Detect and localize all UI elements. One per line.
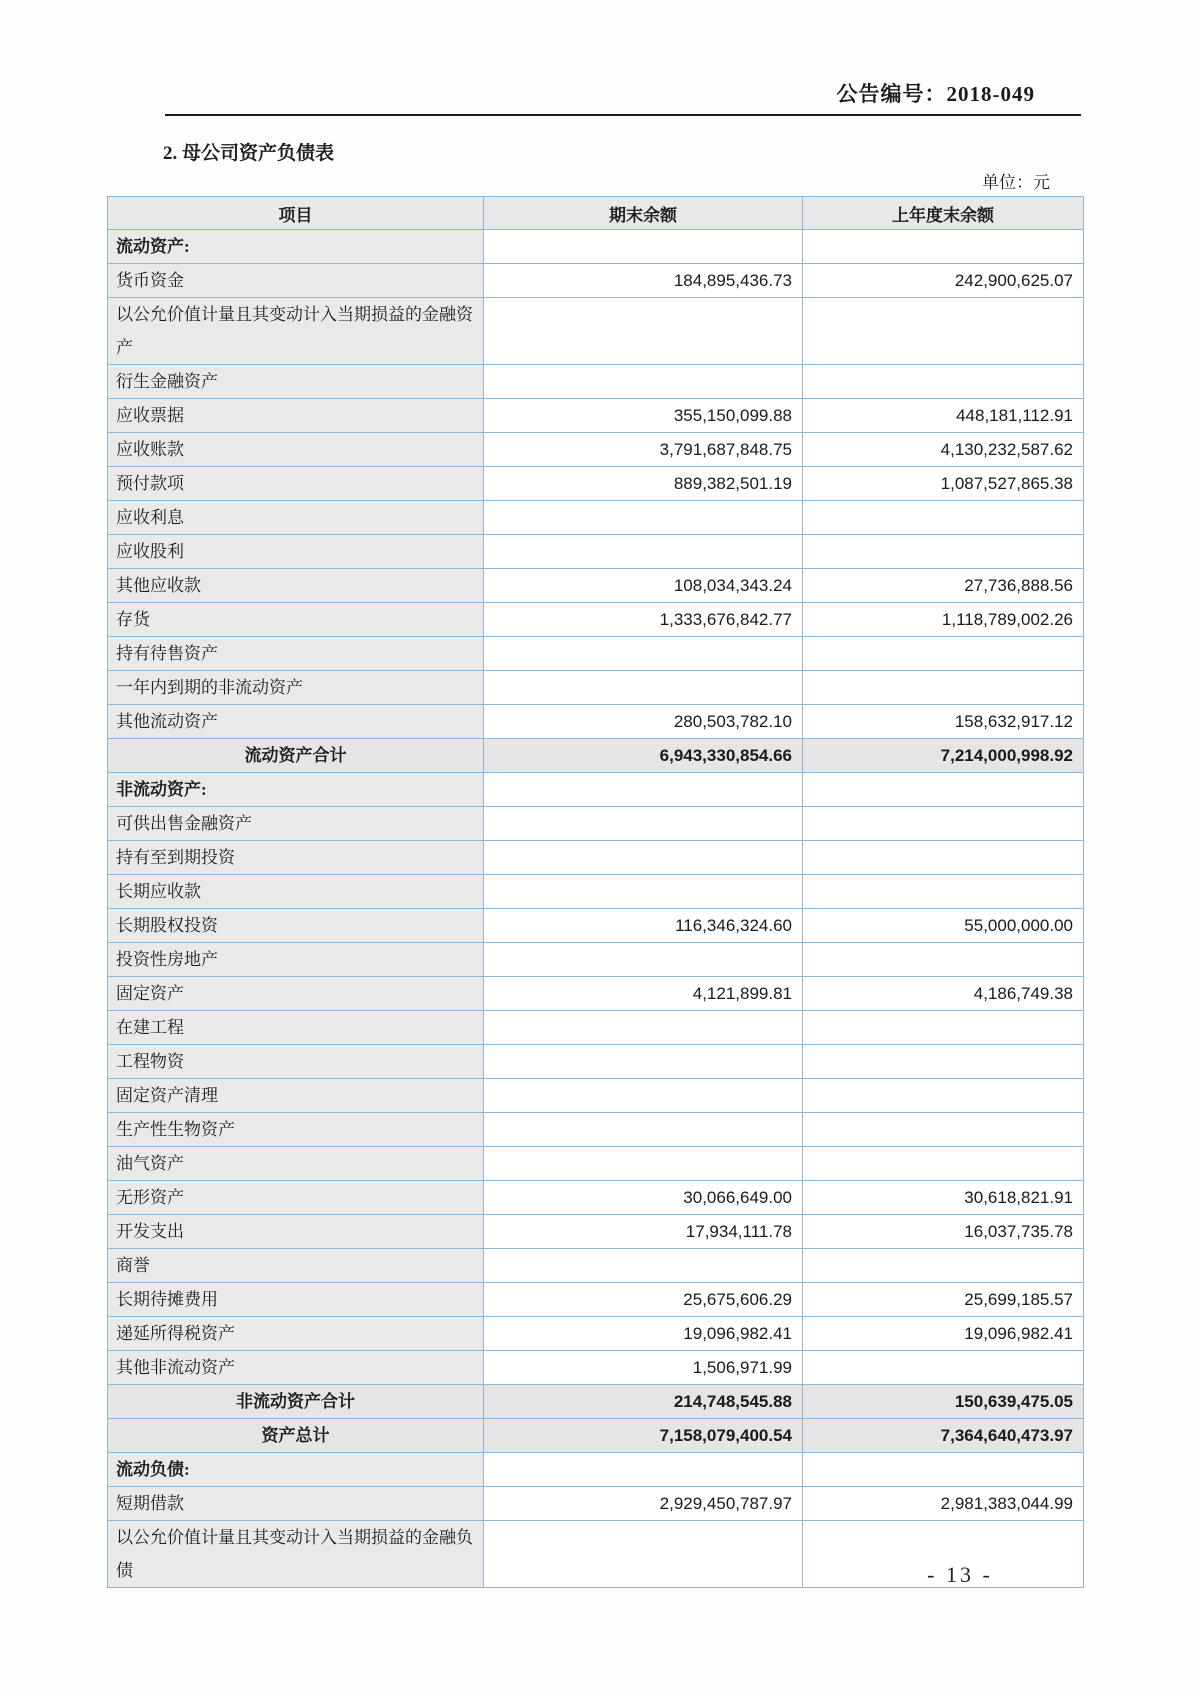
item-label: 非流动资产合计 [108, 1385, 484, 1419]
item-label: 流动资产合计 [108, 739, 484, 773]
prior-year-value: 30,618,821.91 [803, 1181, 1084, 1215]
column-header-current-balance: 期末余额 [484, 197, 803, 230]
prior-year-value: 1,118,789,002.26 [803, 603, 1084, 637]
current-period-value: 3,791,687,848.75 [484, 433, 803, 467]
item-label: 持有至到期投资 [108, 841, 484, 875]
item-label: 开发支出 [108, 1215, 484, 1249]
current-period-value [484, 1045, 803, 1079]
item-label: 工程物资 [108, 1045, 484, 1079]
table-row [108, 264, 1084, 298]
item-label: 短期借款 [108, 1487, 484, 1521]
table-row [108, 1317, 1084, 1351]
prior-year-value [803, 230, 1084, 264]
prior-year-value [803, 1147, 1084, 1181]
current-period-value [484, 671, 803, 705]
current-period-value [484, 298, 803, 365]
current-period-value [484, 1453, 803, 1487]
prior-year-value: 7,364,640,473.97 [803, 1419, 1084, 1453]
current-period-value [484, 1521, 803, 1588]
table-row [108, 943, 1084, 977]
item-label: 应收利息 [108, 501, 484, 535]
item-label: 可供出售金融资产 [108, 807, 484, 841]
prior-year-value: 1,087,527,865.38 [803, 467, 1084, 501]
item-label: 以公允价值计量且其变动计入当期损益的金融负债 [108, 1521, 484, 1588]
item-label: 商誉 [108, 1249, 484, 1283]
table-row [108, 1453, 1084, 1487]
item-label: 长期应收款 [108, 875, 484, 909]
current-period-value [484, 637, 803, 671]
prior-year-value [803, 1011, 1084, 1045]
item-label: 流动负债: [108, 1453, 484, 1487]
table-row [108, 875, 1084, 909]
item-label: 货币资金 [108, 264, 484, 298]
table-row [108, 807, 1084, 841]
current-period-value [484, 501, 803, 535]
current-period-value [484, 1249, 803, 1283]
table-row [108, 501, 1084, 535]
prior-year-value [803, 841, 1084, 875]
current-period-value: 17,934,111.78 [484, 1215, 803, 1249]
current-period-value [484, 1079, 803, 1113]
item-label: 固定资产 [108, 977, 484, 1011]
table-row [108, 739, 1084, 773]
prior-year-value: 2,981,383,044.99 [803, 1487, 1084, 1521]
table-row [108, 433, 1084, 467]
current-period-value: 184,895,436.73 [484, 264, 803, 298]
item-label: 生产性生物资产 [108, 1113, 484, 1147]
item-label: 持有待售资产 [108, 637, 484, 671]
table-row [108, 1215, 1084, 1249]
current-period-value: 214,748,545.88 [484, 1385, 803, 1419]
prior-year-value [803, 1045, 1084, 1079]
prior-year-value: 7,214,000,998.92 [803, 739, 1084, 773]
column-header-prior-year-balance: 上年度末余额 [803, 197, 1084, 230]
table-row [108, 1283, 1084, 1317]
item-label: 应收账款 [108, 433, 484, 467]
current-period-value: 30,066,649.00 [484, 1181, 803, 1215]
table-row [108, 298, 1084, 365]
table-row [108, 1487, 1084, 1521]
item-label: 非流动资产: [108, 773, 484, 807]
prior-year-value [803, 807, 1084, 841]
item-label: 流动资产: [108, 230, 484, 264]
current-period-value: 1,333,676,842.77 [484, 603, 803, 637]
table-row [108, 1011, 1084, 1045]
header-rule [165, 114, 1081, 116]
table-row [108, 1045, 1084, 1079]
current-period-value: 280,503,782.10 [484, 705, 803, 739]
prior-year-value [803, 1453, 1084, 1487]
item-label: 其他流动资产 [108, 705, 484, 739]
prior-year-value [803, 875, 1084, 909]
table-row [108, 535, 1084, 569]
current-period-value: 19,096,982.41 [484, 1317, 803, 1351]
current-period-value: 2,929,450,787.97 [484, 1487, 803, 1521]
current-period-value: 1,506,971.99 [484, 1351, 803, 1385]
item-label: 在建工程 [108, 1011, 484, 1045]
item-label: 其他非流动资产 [108, 1351, 484, 1385]
prior-year-value: 150,639,475.05 [803, 1385, 1084, 1419]
item-label: 固定资产清理 [108, 1079, 484, 1113]
prior-year-value: 242,900,625.07 [803, 264, 1084, 298]
table-row [108, 1079, 1084, 1113]
table-row [108, 1385, 1084, 1419]
prior-year-value: 448,181,112.91 [803, 399, 1084, 433]
prior-year-value: 55,000,000.00 [803, 909, 1084, 943]
current-period-value: 355,150,099.88 [484, 399, 803, 433]
section-title: 2. 母公司资产负债表 [163, 143, 335, 164]
table-row [108, 1249, 1084, 1283]
prior-year-value: 4,130,232,587.62 [803, 433, 1084, 467]
table-row [108, 841, 1084, 875]
item-label: 其他应收款 [108, 569, 484, 603]
table-row [108, 399, 1084, 433]
current-period-value [484, 1011, 803, 1045]
current-period-value [484, 1147, 803, 1181]
prior-year-value [803, 501, 1084, 535]
item-label: 无形资产 [108, 1181, 484, 1215]
prior-year-value [803, 773, 1084, 807]
item-label: 长期股权投资 [108, 909, 484, 943]
prior-year-value: 4,186,749.38 [803, 977, 1084, 1011]
current-period-value [484, 875, 803, 909]
item-label: 存货 [108, 603, 484, 637]
table-row [108, 569, 1084, 603]
table-row [108, 467, 1084, 501]
table-row [108, 1351, 1084, 1385]
table-row [108, 671, 1084, 705]
table-row [108, 773, 1084, 807]
prior-year-value: 19,096,982.41 [803, 1317, 1084, 1351]
current-period-value: 6,943,330,854.66 [484, 739, 803, 773]
current-period-value: 108,034,343.24 [484, 569, 803, 603]
current-period-value [484, 1113, 803, 1147]
current-period-value: 889,382,501.19 [484, 467, 803, 501]
prior-year-value [803, 535, 1084, 569]
current-period-value: 25,675,606.29 [484, 1283, 803, 1317]
current-period-value: 4,121,899.81 [484, 977, 803, 1011]
table-row [108, 1113, 1084, 1147]
table-row [108, 1419, 1084, 1453]
prior-year-value [803, 1079, 1084, 1113]
unit-label: 单位：元 [982, 173, 1050, 192]
item-label: 以公允价值计量且其变动计入当期损益的金融资产 [108, 298, 484, 365]
item-label: 衍生金融资产 [108, 365, 484, 399]
table-row [108, 230, 1084, 264]
prior-year-value [803, 1351, 1084, 1385]
page-number: - 13 - [927, 1562, 993, 1587]
item-label: 长期待摊费用 [108, 1283, 484, 1317]
announcement-number: 公告编号：2018-049 [836, 82, 1035, 106]
item-label: 预付款项 [108, 467, 484, 501]
prior-year-value: 27,736,888.56 [803, 569, 1084, 603]
item-label: 油气资产 [108, 1147, 484, 1181]
current-period-value: 116,346,324.60 [484, 909, 803, 943]
current-period-value [484, 807, 803, 841]
item-label: 应收票据 [108, 399, 484, 433]
prior-year-value: 158,632,917.12 [803, 705, 1084, 739]
balance-sheet-table [107, 196, 1084, 1588]
table-row [108, 909, 1084, 943]
table-row [108, 1147, 1084, 1181]
table-row [108, 705, 1084, 739]
item-label: 投资性房地产 [108, 943, 484, 977]
item-label: 一年内到期的非流动资产 [108, 671, 484, 705]
prior-year-value [803, 1113, 1084, 1147]
prior-year-value [803, 637, 1084, 671]
prior-year-value: 25,699,185.57 [803, 1283, 1084, 1317]
table-row [108, 1181, 1084, 1215]
current-period-value: 7,158,079,400.54 [484, 1419, 803, 1453]
current-period-value [484, 841, 803, 875]
item-label: 应收股利 [108, 535, 484, 569]
current-period-value [484, 535, 803, 569]
table-row [108, 603, 1084, 637]
prior-year-value [803, 298, 1084, 365]
column-header-item: 项目 [108, 197, 484, 230]
table-row [108, 365, 1084, 399]
current-period-value [484, 230, 803, 264]
table-row [108, 977, 1084, 1011]
item-label: 资产总计 [108, 1419, 484, 1453]
prior-year-value [803, 365, 1084, 399]
prior-year-value: 16,037,735.78 [803, 1215, 1084, 1249]
prior-year-value [803, 1249, 1084, 1283]
current-period-value [484, 943, 803, 977]
current-period-value [484, 773, 803, 807]
prior-year-value [803, 943, 1084, 977]
current-period-value [484, 365, 803, 399]
table-row [108, 637, 1084, 671]
table-header-row [108, 197, 1084, 230]
item-label: 递延所得税资产 [108, 1317, 484, 1351]
prior-year-value [803, 671, 1084, 705]
